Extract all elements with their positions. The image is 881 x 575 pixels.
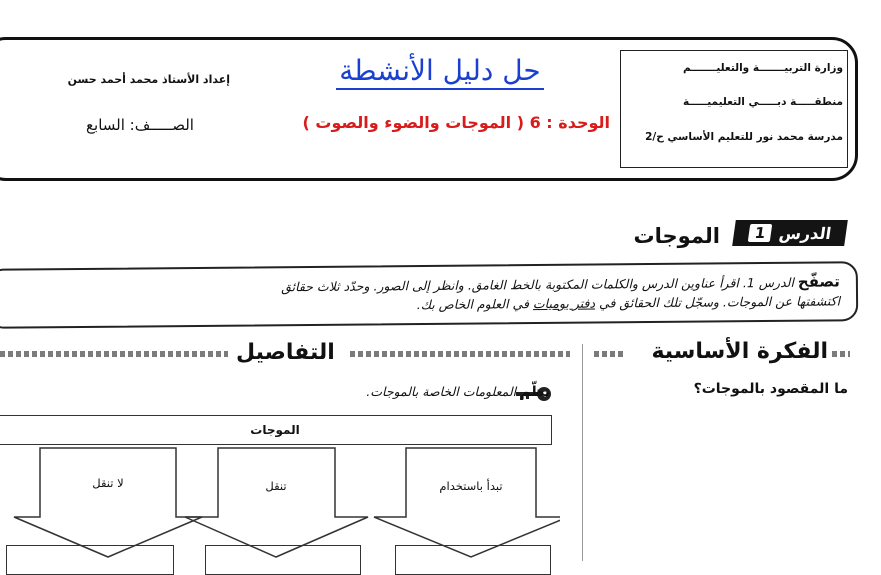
answer-box-2[interactable] — [205, 545, 361, 575]
lesson-badge-label: الدرس — [777, 223, 833, 243]
instruction-line-2-pre: اكتشفتها عن الموجات. وسجّل تلك الحقائق في — [594, 293, 841, 311]
instruction-journal-link: دفتر يوميات — [532, 295, 596, 312]
lesson-badge-number: 1 — [748, 224, 773, 242]
ministry-line-3: مدرسة محمد نور للتعليم الأساسي ح/2 — [645, 131, 843, 143]
organize-instruction — [225, 384, 550, 400]
organize-rest: المعلومات الخاصة بالموجات. — [366, 384, 521, 399]
arrow-left — [14, 448, 202, 557]
grade-label: الصـــــف: السابع — [86, 116, 194, 134]
instruction-line-2-post: في العلوم الخاص بك. — [416, 296, 533, 313]
page-title: حل دليل الأنشطة — [339, 54, 541, 87]
arrow-middle — [185, 448, 368, 557]
lesson-name: الموجات — [633, 224, 720, 248]
details-heading: التفاصيل — [236, 340, 335, 365]
instruction-text — [20, 272, 840, 317]
organize-bold: نظّم — [520, 384, 550, 400]
title-underline — [336, 88, 544, 90]
instruction-lead: تصفّح — [797, 272, 840, 291]
answer-box-3[interactable] — [6, 545, 174, 575]
column-divider — [582, 344, 583, 561]
branch-label-3: لا تنقل — [92, 476, 124, 490]
prepared-by: إعداد الأستاذ محمد أحمد حسن — [67, 73, 230, 86]
ministry-line-2: منطقـــــة دبـــــي التعليميـــــة — [682, 96, 843, 108]
arrow-right — [374, 448, 560, 557]
instruction-line-1: الدرس 1. اقرأ عناوين الدرس والكلمات المكتوبة بالخط الغامق. وانظر إلى الصور. وحدّد ثلاث حقائق — [281, 274, 794, 295]
details-strip-left — [0, 351, 228, 357]
lesson-badge — [732, 220, 848, 246]
diagram-arrows — [0, 445, 560, 561]
ministry-line-1: وزارة التربيـــــــة والتعليـــــــم — [682, 62, 843, 74]
diagram-root — [0, 415, 552, 445]
branch-label-2: تنقل — [265, 479, 287, 493]
details-strip-right — [350, 351, 570, 357]
answer-box-1[interactable] — [395, 545, 551, 575]
main-idea-question: ما المقصود بالموجات؟ — [693, 381, 848, 397]
main-idea-heading: الفكرة الأساسية — [651, 339, 828, 364]
diagram-root-label: الموجات — [250, 423, 300, 437]
main-idea-strip-right — [832, 351, 850, 357]
main-idea-strip-left — [594, 351, 624, 357]
unit-title: الوحدة : 6 ( الموجات والضوء والصوت ) — [302, 113, 610, 132]
branch-label-1: تبدأ باستخدام — [439, 479, 503, 493]
